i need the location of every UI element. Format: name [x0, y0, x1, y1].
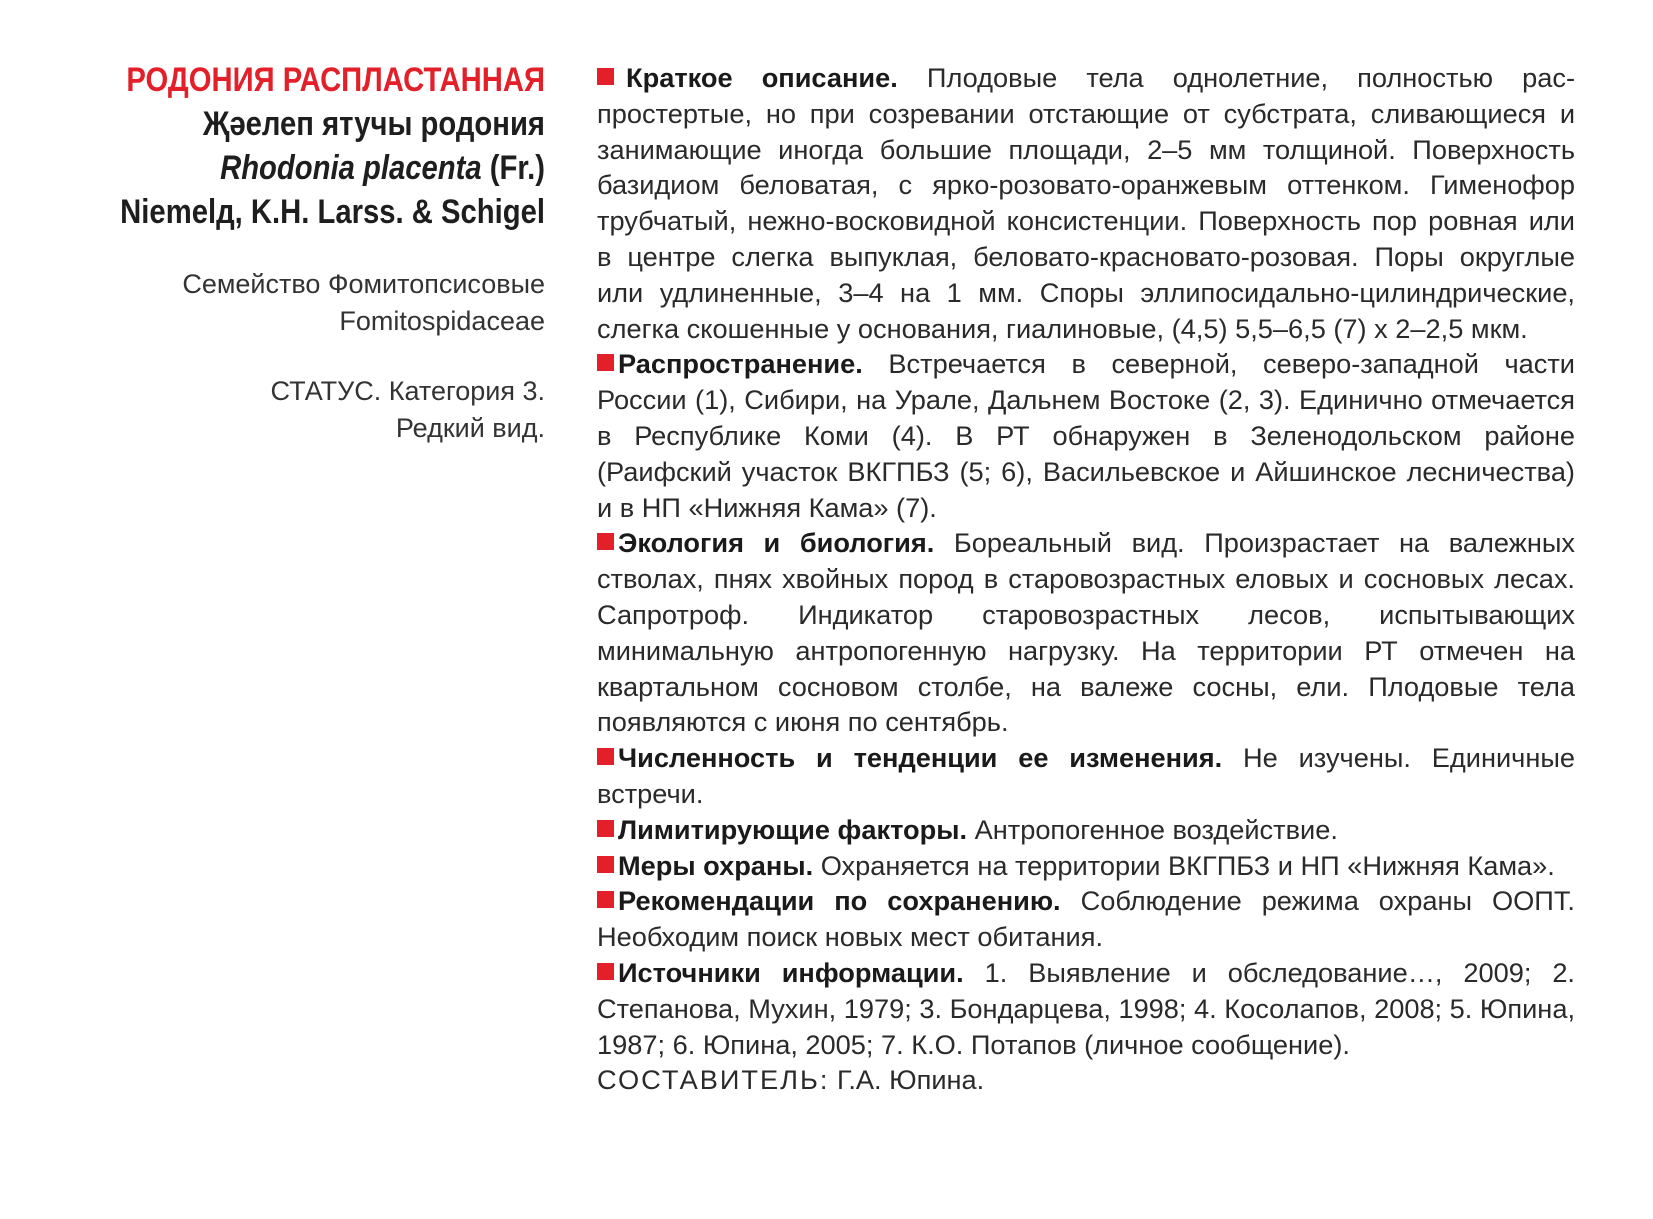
- section-text: Встречается в северной, северо-западной части России (1), Сибири, на Урале, Дальнем Востоке (2, 3). Единично отмечается в Республике Коми (4). В РТ обнаружен в Зеленодольском районе (Раифский участок ВКГПБЗ (5; 6), Васильевское и Айшинское лесничества) и в НП «Нижняя Кама» (7).: [597, 348, 1575, 523]
- section-text: 1. Выявление и обследование…, 2009; 2. Степанова, Мухин, 1979; 3. Бондарцева, 1998; 4. Косолапов, 2008; 5. Юпина, 1987; 6. Юпина, 2005; 7. К.О. Потапов (личное сообщение).: [597, 956, 1575, 1060]
- section-abundance: [597, 740, 1575, 812]
- species-latin-name-line: [111, 146, 545, 190]
- section-ecology: [597, 525, 1575, 740]
- species-description: [597, 60, 1575, 1098]
- section-marker-icon: [597, 856, 614, 873]
- species-title-tatar: Җәелеп ятучы родония: [202, 105, 545, 143]
- species-latin-author-short: (Fr.): [489, 149, 545, 187]
- species-latin-name: Rhodonia placenta: [220, 149, 482, 187]
- section-heading: Рекомендации по сохранению.: [618, 885, 1061, 917]
- section-marker-icon: [597, 891, 614, 908]
- status-category: СТАТУС. Категория 3.: [270, 376, 545, 406]
- section-text: Не изучены. Единичные встречи.: [597, 742, 1575, 809]
- section-limiting-factors: [597, 812, 1575, 848]
- section-marker-icon: [597, 963, 614, 980]
- section-sources: [597, 955, 1575, 1062]
- section-heading: Распространение.: [618, 348, 863, 380]
- section-marker-icon: [597, 820, 614, 837]
- status-description: Редкий вид.: [395, 413, 545, 443]
- section-heading: Краткое описание.: [626, 62, 898, 93]
- section-text: Бореальный вид. Произрастает на валежных стволах, пнях хвойных пород в старовозрастных еловых и сосновых лесах. Сапротроф. Индикатор старовозрастных лесов, испытывающих минимальную антропогенную нагрузку. На территории РТ отмечен на квартальном сосновом столбе, на валеже сосны, ели. Плодовые тела появляются с июня по сентябрь.: [597, 527, 1576, 738]
- section-protection: [597, 848, 1575, 884]
- section-heading: Лимитирующие факторы.: [618, 813, 968, 845]
- section-text: Плодовые тела однолетние, полностью распростертые, но при созревании отстающие от субстрата, сливающиеся и занимающие иногда большие площади, 2–5 мм толщиной. Поверхность базидиом беловатая, с ярко-розовато-оранжевым оттенком. Гименофор трубчатый, нежно-восковидной консистенции. Поверхность пор ровная или в центре слегка выпуклая, беловато-красновато-розовая. Поры округлые или удлиненные, 3–4 на 1 мм. Споры эллипосидально-цилиндрические, слегка скошенные у основания, гиалиновые, (4,5) 5,5–6,5 (7) х 2–2,5 мкм.: [597, 62, 1575, 344]
- family-name-latin: Fomitospidaceae: [339, 306, 545, 336]
- compiler-label: СОСТАВИТЕЛЬ:: [597, 1064, 830, 1096]
- family-block: [40, 266, 545, 340]
- section-marker-icon: [597, 748, 614, 765]
- section-text: Соблюдение режима охраны ООПТ. Необходим поиск новых мест обитания.: [597, 885, 1575, 953]
- family-name-russian: Семейство Фомитопсисовые: [182, 269, 545, 299]
- section-marker-icon: [597, 354, 614, 371]
- section-distribution: [597, 346, 1575, 525]
- compiler-name: Г.А. Юпина.: [836, 1064, 985, 1096]
- section-heading: Источники информации.: [618, 956, 964, 988]
- species-header: [40, 58, 545, 447]
- species-latin-authors: Niemelд, K.H. Larss. & Schigel: [120, 193, 545, 231]
- section-marker-icon: [597, 533, 614, 550]
- section-text: Антропогенное воздействие.: [974, 813, 1338, 845]
- section-heading: Экология и биология.: [618, 527, 935, 559]
- section-text: Охраняется на территории ВКГПБЗ и НП «Нижняя Кама».: [820, 849, 1555, 881]
- section-recommendations: [597, 883, 1575, 955]
- species-title-russian: РОДОНИЯ РАСПЛАСТАННАЯ: [126, 61, 545, 99]
- status-block: [40, 373, 545, 447]
- section-description: [597, 60, 1575, 346]
- section-marker-icon: [597, 68, 614, 85]
- compiler-line: [597, 1062, 1575, 1098]
- section-heading: Численность и тенденции ее изменения.: [618, 742, 1223, 774]
- section-heading: Меры охраны.: [618, 849, 814, 881]
